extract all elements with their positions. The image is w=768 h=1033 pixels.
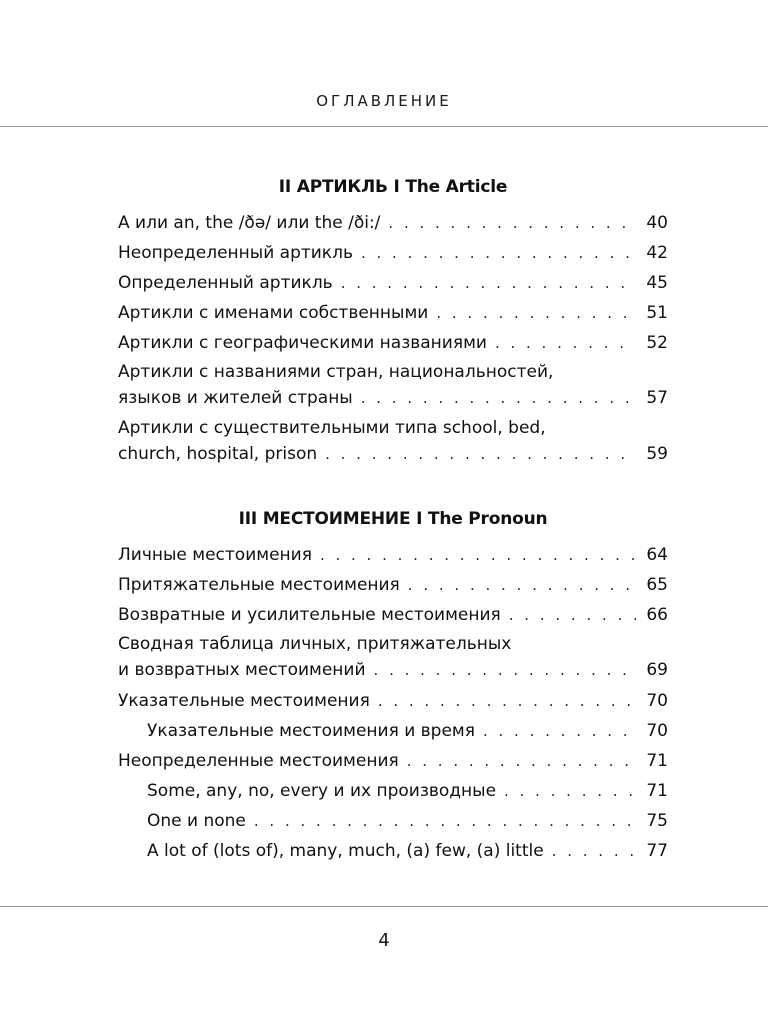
toc-entry-page: 45 <box>646 273 668 293</box>
toc-entry[interactable] <box>118 747 668 775</box>
dot-leader <box>361 239 636 267</box>
toc-entry-label: языков и жителей страны <box>118 388 353 408</box>
toc-entry-label: Some, any, no, every и их производные <box>147 781 497 801</box>
dot-leader <box>436 299 636 327</box>
toc-entry[interactable] <box>118 239 668 267</box>
toc-entry-label: church, hospital, prison <box>118 444 318 464</box>
toc-entry-page: 70 <box>646 721 668 741</box>
dot-leader <box>341 269 636 297</box>
toc-entry-label: Артикли с именами собственными <box>118 303 429 323</box>
page-number: 4 <box>378 930 390 951</box>
toc-entry-page: 70 <box>646 691 668 711</box>
toc-entry-label: Неопределенный артикль <box>118 243 353 263</box>
toc-entry[interactable] <box>118 837 668 865</box>
toc-entry-page: 40 <box>646 213 668 233</box>
dot-leader <box>325 441 636 467</box>
toc-entry-label: Указательные местоимения <box>118 691 370 711</box>
dot-leader <box>509 601 636 629</box>
dot-leader <box>407 747 636 775</box>
toc-entry-label-line1: Артикли с названиями стран, национальностей, <box>118 362 554 382</box>
toc-entry-page: 51 <box>646 303 668 323</box>
toc-entry[interactable] <box>118 415 668 469</box>
toc-entry-label: Притяжательные местоимения <box>118 575 400 595</box>
toc-entry[interactable] <box>118 359 668 413</box>
footer-rule <box>0 906 768 907</box>
toc-entry[interactable] <box>118 571 668 599</box>
dot-leader <box>408 571 636 599</box>
toc-entry-label: A или an, the /ðə/ или the /ði:/ <box>118 213 381 233</box>
toc-entry-label: Указательные местоимения и время <box>147 721 475 741</box>
dot-leader <box>254 807 636 835</box>
toc-entry[interactable] <box>118 687 668 715</box>
toc-entry-label-line1: Сводная таблица личных, притяжательных <box>118 634 512 654</box>
dot-leader <box>504 777 636 805</box>
toc-entry-label: Артикли с географическими названиями <box>118 333 487 353</box>
toc-entry[interactable] <box>118 299 668 327</box>
section-title: II АРТИКЛЬ I The Article <box>278 177 508 197</box>
dot-leader <box>388 209 636 237</box>
toc-entry-label: Определенный артикль <box>118 273 333 293</box>
header-rule <box>0 126 768 127</box>
toc-entry-page: 52 <box>646 333 668 353</box>
section-title: III МЕСТОИМЕНИЕ I The Pronoun <box>238 509 548 529</box>
dot-leader <box>483 717 636 745</box>
toc-entry[interactable] <box>118 541 668 569</box>
toc-entry[interactable] <box>118 717 668 745</box>
toc-entry-label: Неопределенные местоимения <box>118 751 399 771</box>
toc-entry[interactable] <box>118 209 668 237</box>
toc-entry[interactable] <box>118 269 668 297</box>
toc-entry-page: 71 <box>646 751 668 771</box>
toc-entry[interactable] <box>118 329 668 357</box>
toc-entry-label: Возвратные и усилительные местоимения <box>118 605 501 625</box>
toc-entry[interactable] <box>118 777 668 805</box>
dot-leader <box>378 687 636 715</box>
toc-entry-label: Личные местоимения <box>118 545 312 565</box>
toc-entry-page: 71 <box>646 781 668 801</box>
toc-entry-page: 42 <box>646 243 668 263</box>
running-head: ОГЛАВЛЕНИЕ <box>316 92 452 110</box>
toc-entry-page: 69 <box>646 660 668 680</box>
dot-leader <box>495 329 636 357</box>
toc-entry-page: 57 <box>646 388 668 408</box>
toc-entry-label: A lot of (lots of), many, much, (a) few, (a) little <box>147 841 544 861</box>
toc-entry[interactable] <box>118 807 668 835</box>
toc-entry-label: One и none <box>147 811 246 831</box>
dot-leader <box>361 385 636 411</box>
toc-entry-page: 66 <box>646 605 668 625</box>
toc-entry-page: 77 <box>646 841 668 861</box>
dot-leader <box>552 837 636 865</box>
toc-entry[interactable] <box>118 631 668 685</box>
dot-leader <box>320 541 636 569</box>
toc-section-pronoun <box>118 508 668 867</box>
toc-entry-label: и возвратных местоимений <box>118 660 366 680</box>
toc-entry-page: 65 <box>646 575 668 595</box>
toc-entry-page: 59 <box>646 444 668 464</box>
toc-entry[interactable] <box>118 601 668 629</box>
toc-section-article <box>118 176 668 471</box>
dot-leader <box>374 657 636 683</box>
toc-entry-page: 75 <box>646 811 668 831</box>
toc-entry-label-line1: Артикли с существительными типа school, bed, <box>118 418 546 438</box>
toc-entry-page: 64 <box>646 545 668 565</box>
